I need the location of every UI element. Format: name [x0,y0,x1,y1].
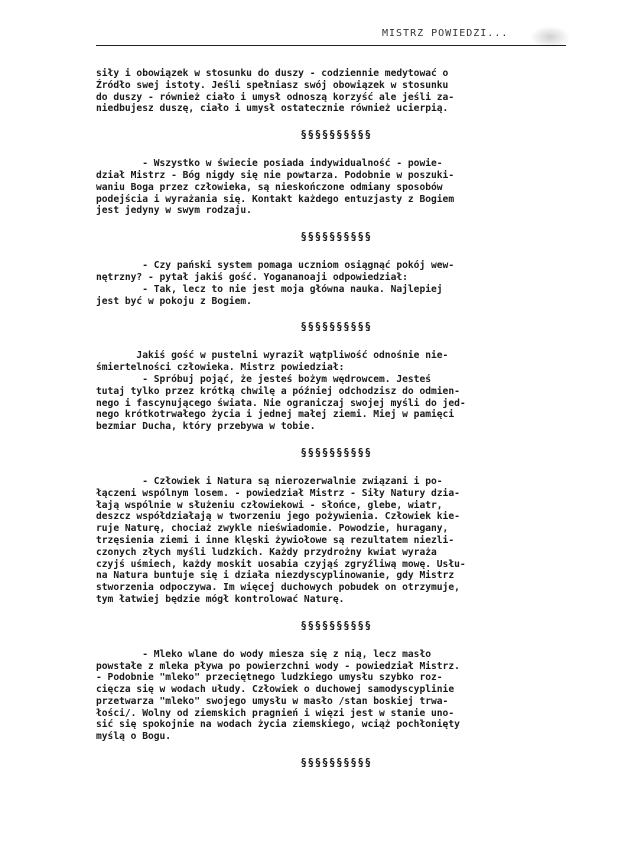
text-line: łają wspólnie w służeniu człowiekowi - słońce, glebe, wiatr, [96,499,443,511]
section-separator: §§§§§§§§§§ [300,756,372,770]
text-line: niedbujesz duszę, ciało i umysł ostatecznie również ucierpią. [96,103,449,115]
text-line: tym łatwiej będzie mógł kontrolować Naturę. [96,593,345,605]
text-line: czyjś uśmiech, każdy moskit uosabia czyjąś zgryźliwą mowę. Usłu- [96,558,466,570]
text-line: - Tak, lecz to nie jest moja główna nauka. Najlepiej [96,283,443,295]
text-line: czonych złych myśli ludzkich. Każdy przydrożny kwiat wyraża [96,546,437,558]
text-line: Źródło swej istoty. Jeśli spełniasz swój obowiązek w stosunku [96,79,449,91]
text-line: dział Mistrz - Bóg nigdy się nie powtarza. Podobnie w poszuki- [96,169,455,181]
text-line: waniu Boga przez człowieka, są nieskończone odmiany sposobów [96,181,443,193]
text-line: ruje Naturę, chociaż zwykle nieświadomie. Powodzie, huragany, [96,523,449,535]
paragraph-3 [96,260,576,307]
paragraph-6 [96,649,576,743]
running-header: MISTRZ POWIEDZI... [382,28,509,39]
text-line: tutaj tylko przez krótką chwilę a później odchodzisz do odmien- [96,385,460,397]
text-line: - Wszystko w świecie posiada indywidualność - powie- [96,158,443,170]
text-line: Jakiś gość w pustelni wyraził wątpliwość odnośnie nie- [96,350,449,362]
section-separator: §§§§§§§§§§ [300,445,372,459]
text-line: stworzenia odpoczywa. Im więcej duchowych pobudek on otrzymuje, [96,582,460,594]
paragraph-4 [96,350,576,433]
section-separator: §§§§§§§§§§ [300,320,372,334]
document-body [96,68,576,786]
text-line: - Spróbuj pojąć, że jesteś bożym wędrowcem. Jesteś [96,373,432,385]
text-line: deszcz współdziałają w tworzeniu jego pożywienia. Człowiek kie- [96,511,460,523]
text-line: trzęsienia ziemi i inne klęski żywiołowe są rezultatem niezli- [96,534,455,546]
text-line: podejścia i wyrażania się. Kontakt każdego entuzjasty z Bogiem [96,193,455,205]
text-line: bezmiar Ducha, który przebywa w tobie. [96,421,316,433]
text-line: śmiertelności człowieka. Mistrz powiedział: [96,362,345,374]
text-line: jest być w pokoju z Bogiem. [96,295,252,307]
section-separator: §§§§§§§§§§ [300,230,372,244]
text-line: - Podobnie "mleko" przeciętnego ludzkiego umysłu szybko roz- [96,672,443,684]
text-line: powstałe z mleka pływa po powierzchni wody - powiedział Mistrz. [96,660,460,672]
text-line: na Natura buntuje się i działa niezdyscyplinowanie, gdy Mistrz [96,570,455,582]
paragraph-5 [96,476,576,606]
text-line: nego i fascynującego świata. Nie ograniczaj swojej myśli do jed- [96,397,466,409]
text-line: - Czy pański system pomaga uczniom osiągnąć pokój wew- [96,260,455,272]
paragraph-2 [96,158,576,217]
text-line: siły i obowiązek w stosunku do duszy - codziennie medytować o [96,68,449,79]
text-line: - Mleko wlane do wody miesza się z nią, lecz masło [96,648,432,660]
paragraph-1 [96,68,576,115]
text-line: nego krótkotrwałego życia i jednej małej ziemi. Miej w pamięci [96,409,455,421]
text-line: jest jedyny w swym rodzaju. [96,205,252,217]
text-line: do duszy - również ciało i umysł odnoszą korzyść ale jeśli za- [96,91,455,103]
text-line: łączeni wspólnym losem. - powiedział Mistrz - Siły Natury dzia- [96,487,460,499]
header-rule [96,45,566,46]
text-line: myślą o Bogu. [96,731,172,743]
scan-smudge [530,26,570,48]
text-line: cięcza się w wodach ułudy. Człowiek o duchowej samodyscyplinie [96,684,455,696]
section-separator: §§§§§§§§§§ [300,128,372,142]
text-line: łości/. Wolny od ziemskich pragnień i więzi jest w stanie uno- [96,707,455,719]
text-line: sić się spokojnie na wodach życia ziemskiego, wciąż pochłonięty [96,719,460,731]
section-separator: §§§§§§§§§§ [300,618,372,632]
text-line: - Człowiek i Natura są nierozerwalnie związani i po- [96,475,443,487]
text-line: nętrzny? - pytał jakiś gość. Yogananoaji odpowiedział: [96,271,408,283]
text-line: przetwarza "mleko" swojego umysłu w masło /stan boskiej trwa- [96,695,449,707]
